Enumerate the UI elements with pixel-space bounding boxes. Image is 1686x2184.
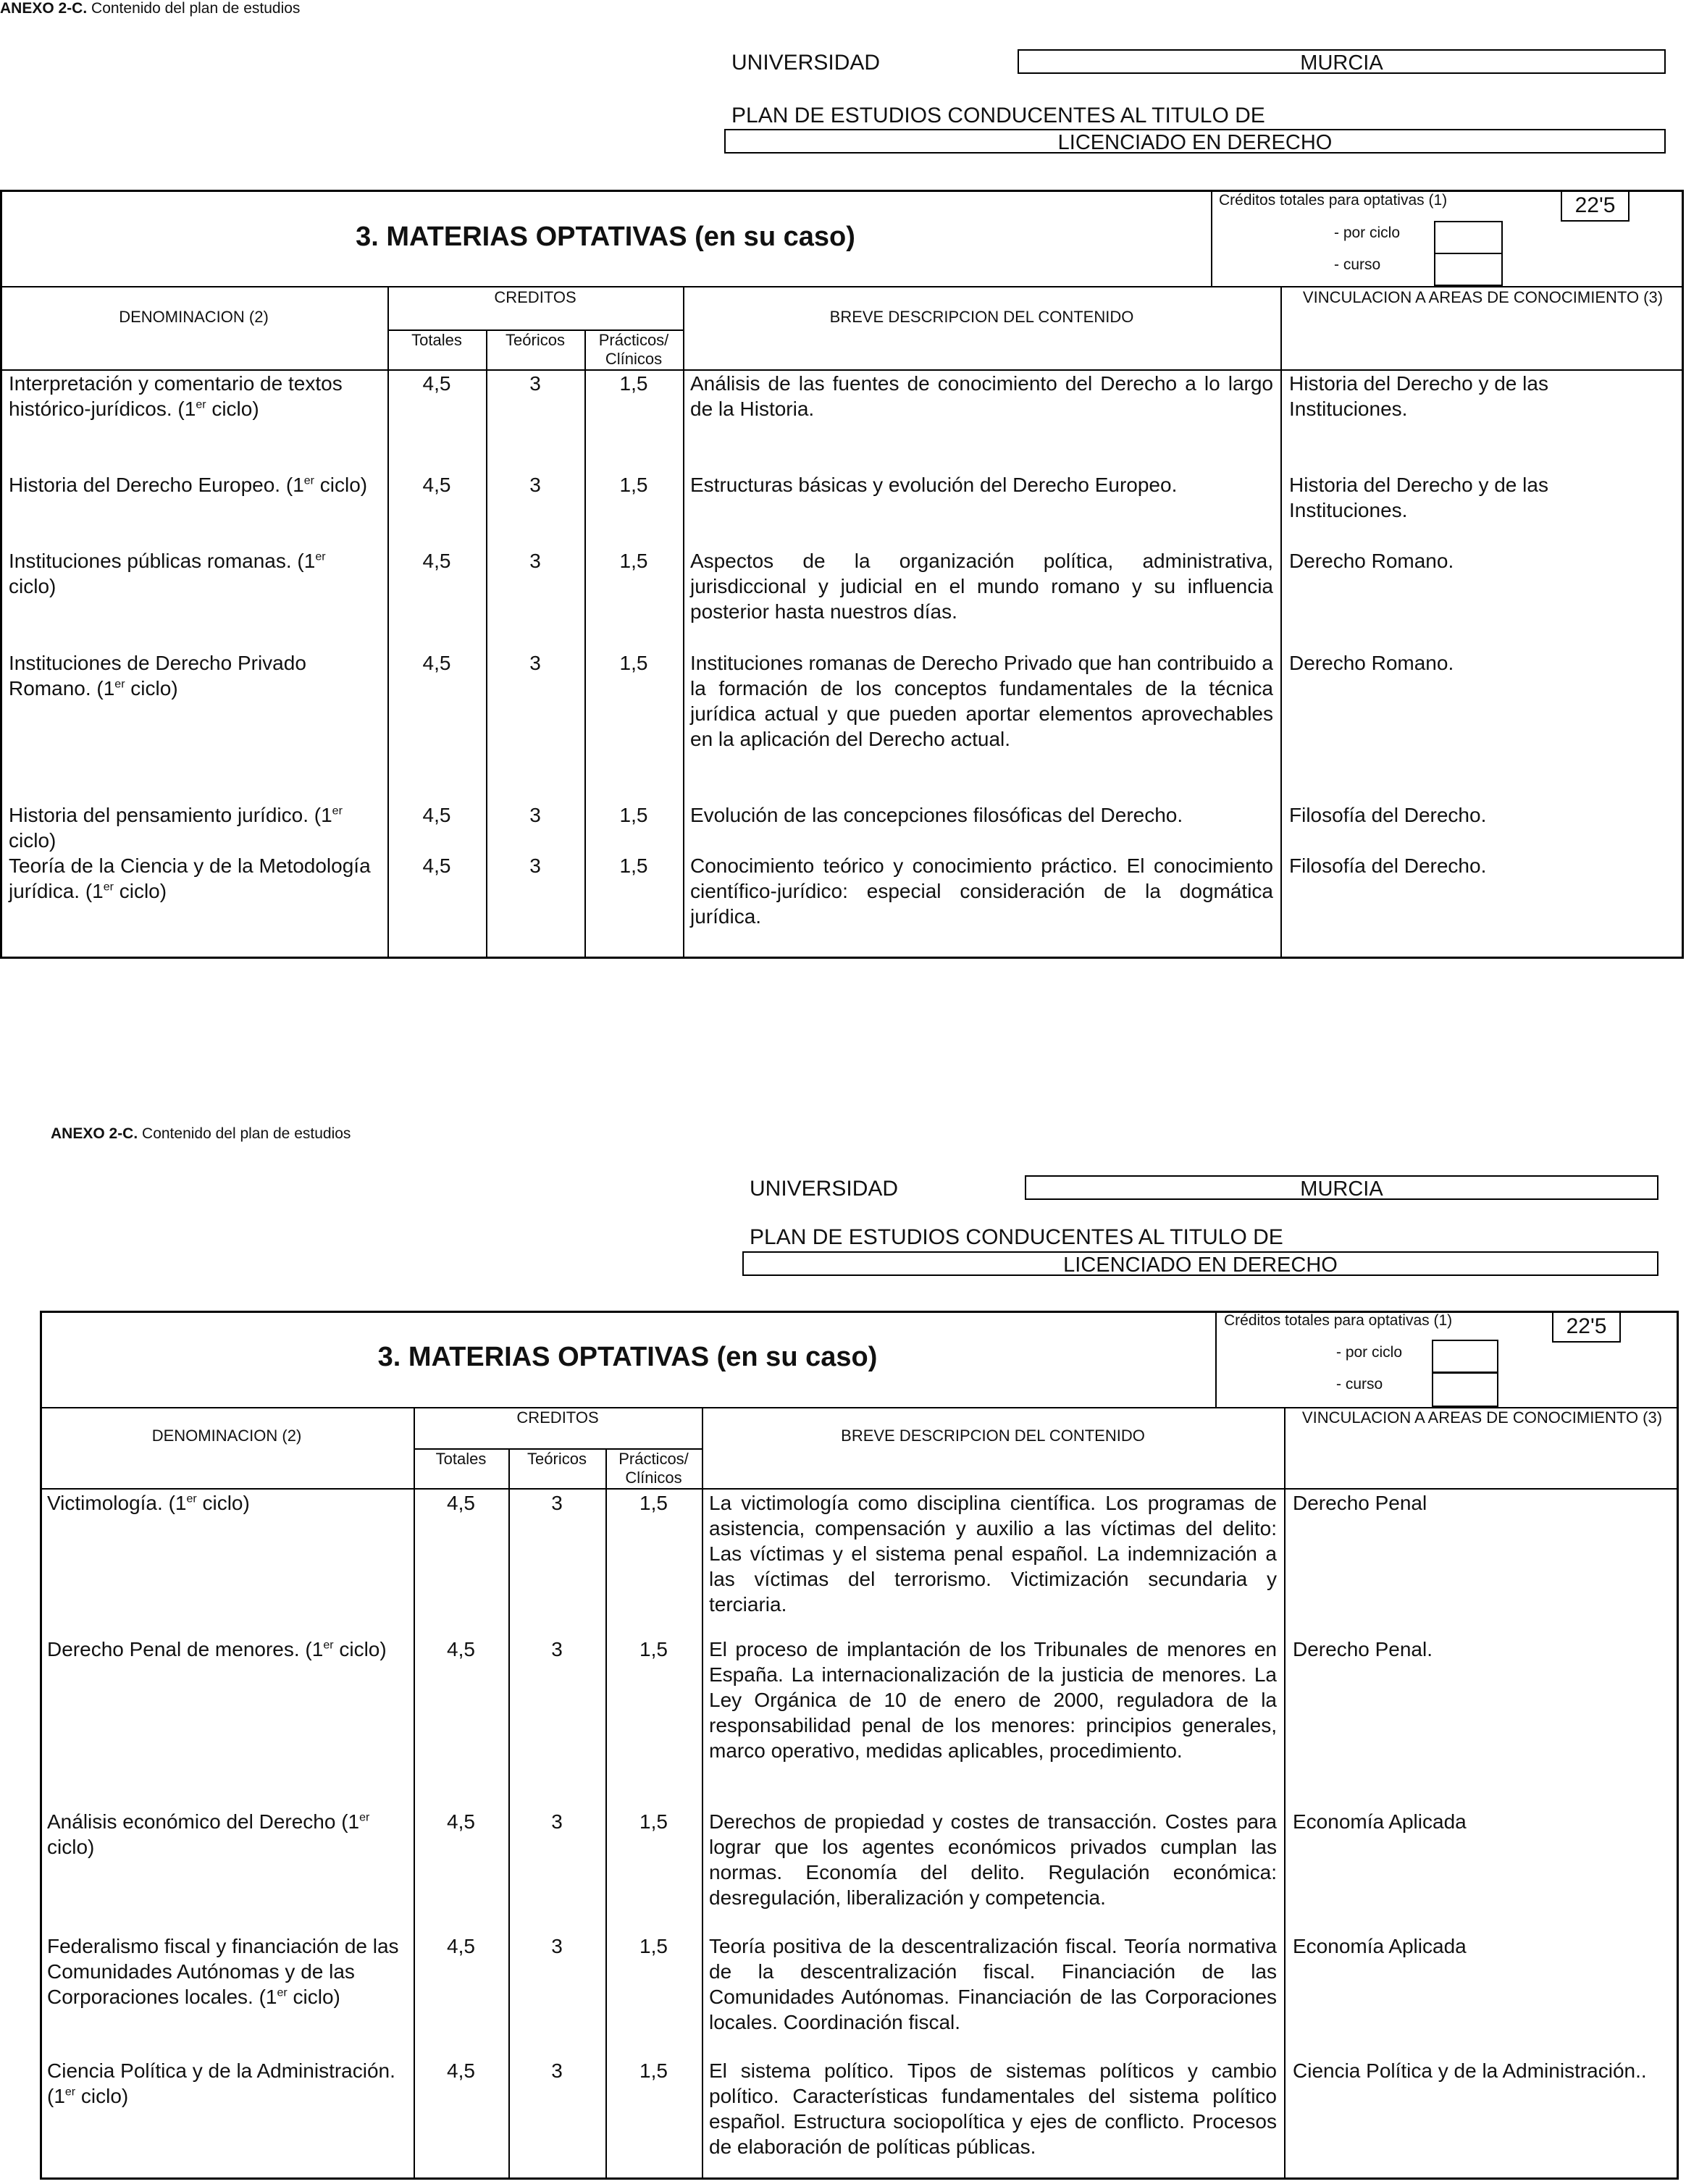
- row-teoricos: 3: [529, 804, 541, 826]
- header-denominacion: DENOMINACION (2): [119, 308, 269, 326]
- rule: [702, 1407, 703, 2180]
- rule: [40, 1488, 1679, 1490]
- row-practicos: 1,5: [619, 804, 648, 826]
- row-totales: 4,5: [422, 854, 451, 877]
- annex-heading: ANEXO 2-C. Contenido del plan de estudios: [51, 1125, 351, 1142]
- row-descripcion: El sistema político. Tipos de sistemas políticos y cambio político. Características fundamentales del sistema político español. Estructura sociopolítica y ejes de conflicto. Procesos de elaboración de políticas públicas.: [709, 2059, 1277, 2158]
- header-descripcion: BREVE DESCRIPCION DEL CONTENIDO: [841, 1427, 1145, 1445]
- row-teoricos: 3: [551, 1935, 563, 1957]
- plan-value: LICENCIADO EN DERECHO: [742, 1251, 1658, 1276]
- row-area: Historia del Derecho y de las Instituciones.: [1289, 372, 1548, 420]
- row-totales: 4,5: [447, 1492, 475, 1514]
- row-totales: 4,5: [422, 474, 451, 496]
- row-area: Filosofía del Derecho.: [1289, 854, 1487, 877]
- header-teoricos: Teóricos: [527, 1450, 587, 1468]
- curso-box: [1432, 1372, 1498, 1407]
- por-ciclo-label: - por ciclo: [1334, 224, 1401, 241]
- curso-box: [1434, 253, 1503, 286]
- plan-label: PLAN DE ESTUDIOS CONDUCENTES AL TITULO DE: [750, 1225, 1283, 1249]
- por-ciclo-box: [1434, 221, 1503, 254]
- header-creditos: CREDITOS: [494, 288, 576, 306]
- header-teoricos: Teóricos: [506, 331, 565, 349]
- row-totales: 4,5: [447, 2059, 475, 2082]
- creditos-totales-value: 22'5: [1561, 190, 1630, 222]
- por-ciclo-box: [1432, 1340, 1498, 1373]
- row-teoricos: 3: [551, 1638, 563, 1660]
- plan-value: LICENCIADO EN DERECHO: [724, 129, 1666, 154]
- row-descripcion: Aspectos de la organización política, administrativa, jurisdiccional y judicial en el mundo romano y su influencia posterior hasta nuestros días.: [690, 550, 1273, 623]
- header-totales: Totales: [411, 331, 462, 349]
- header-totales: Totales: [435, 1450, 487, 1468]
- row-descripcion: Conocimiento teórico y conocimiento práctico. El conocimiento científico-jurídico: especial consideración de la dogmática jurídica.: [690, 854, 1273, 928]
- row-area: Derecho Penal.: [1293, 1638, 1433, 1660]
- row-denominacion: Instituciones públicas romanas. (1er ciclo): [9, 550, 326, 597]
- row-descripcion: Teoría positiva de la descentralización fiscal. Teoría normativa de la descentralización fiscal. Financiación de las Comunidades Autónomas. Financiación de las Corporaciones locales. Coordinación fiscal.: [709, 1935, 1277, 2033]
- row-teoricos: 3: [551, 2059, 563, 2082]
- row-denominacion: Historia del Derecho Europeo. (1er ciclo): [9, 474, 368, 496]
- annex-heading: ANEXO 2-C. Contenido del plan de estudios: [0, 0, 301, 17]
- row-practicos: 1,5: [619, 854, 648, 877]
- row-denominacion: Instituciones de Derecho Privado Romano. (1er ciclo): [9, 652, 306, 700]
- row-teoricos: 3: [551, 1492, 563, 1514]
- rule: [1284, 1407, 1286, 2180]
- row-descripcion: Instituciones romanas de Derecho Privado que han contribuido a la formación de los conceptos fundamentales de la técnica jurídica actual y que pueden aportar elementos aprovechables en la aplicación del Derecho actual.: [690, 652, 1273, 750]
- row-practicos: 1,5: [619, 550, 648, 572]
- row-practicos: 1,5: [639, 1638, 668, 1660]
- rule: [683, 286, 684, 959]
- row-practicos: 1,5: [639, 1492, 668, 1514]
- header-practicos: Prácticos/ Clínicos: [618, 1450, 689, 1487]
- header-denominacion: DENOMINACION (2): [151, 1427, 302, 1445]
- row-teoricos: 3: [529, 652, 541, 674]
- row-practicos: 1,5: [639, 1935, 668, 1957]
- section-title: 3. MATERIAS OPTATIVAS (en su caso): [377, 1342, 878, 1372]
- header-vinculacion: VINCULACION A AREAS DE CONOCIMIENTO (3): [1302, 288, 1664, 306]
- row-denominacion: Interpretación y comentario de textos histórico-jurídicos. (1er ciclo): [9, 372, 343, 420]
- row-totales: 4,5: [447, 1935, 475, 1957]
- row-area: Ciencia Política y de la Administración..: [1293, 2059, 1647, 2082]
- universidad-value: MURCIA: [1025, 1175, 1658, 1200]
- row-teoricos: 3: [529, 372, 541, 395]
- header-practicos: Prácticos/ Clínicos: [598, 331, 669, 368]
- rule: [1211, 190, 1212, 286]
- row-area: Derecho Penal: [1293, 1492, 1427, 1514]
- row-totales: 4,5: [447, 1810, 475, 1833]
- row-practicos: 1,5: [619, 474, 648, 496]
- plan-label: PLAN DE ESTUDIOS CONDUCENTES AL TITULO DE: [731, 104, 1265, 127]
- curso-label: - curso: [1336, 1376, 1383, 1393]
- row-practicos: 1,5: [639, 1810, 668, 1833]
- row-descripcion: Evolución de las concepciones filosóficas del Derecho.: [690, 804, 1183, 826]
- section-title: 3. MATERIAS OPTATIVAS (en su caso): [356, 222, 855, 252]
- row-practicos: 1,5: [619, 652, 648, 674]
- row-totales: 4,5: [447, 1638, 475, 1660]
- row-totales: 4,5: [422, 550, 451, 572]
- row-descripcion: Derechos de propiedad y costes de transacción. Costes para lograr que los agentes económicos privados cumplan las normas. Economía del delito. Regulación económica: desregulación, liberalización y competencia.: [709, 1810, 1277, 1909]
- row-totales: 4,5: [422, 804, 451, 826]
- header-descripcion: BREVE DESCRIPCION DEL CONTENIDO: [829, 308, 1134, 326]
- row-denominacion: Teoría de la Ciencia y de la Metodología jurídica. (1er ciclo): [9, 854, 371, 902]
- header-creditos: CREDITOS: [516, 1408, 599, 1427]
- row-descripcion: Análisis de las fuentes de conocimiento del Derecho a lo largo de la Historia.: [690, 372, 1273, 420]
- header-vinculacion: VINCULACION A AREAS DE CONOCIMIENTO (3): [1301, 1408, 1663, 1427]
- row-practicos: 1,5: [639, 2059, 668, 2082]
- row-area: Economía Aplicada: [1293, 1935, 1467, 1957]
- rule: [1215, 1311, 1217, 1407]
- row-practicos: 1,5: [619, 372, 648, 395]
- row-teoricos: 3: [551, 1810, 563, 1833]
- rule: [0, 286, 1684, 287]
- curso-label: - curso: [1334, 256, 1381, 273]
- creditos-totales-value: 22'5: [1552, 1311, 1621, 1343]
- row-descripcion: Estructuras básicas y evolución del Derecho Europeo.: [690, 474, 1178, 496]
- row-area: Historia del Derecho y de las Instituciones.: [1289, 474, 1548, 521]
- row-totales: 4,5: [422, 652, 451, 674]
- row-descripcion: La victimología como disciplina científica. Los programas de asistencia, compensación y auxilio a las víctimas del delito: Las víctimas y el sistema penal español. La indemnización a las víctimas del terrorismo. Victimización secundaria y terciaria.: [709, 1492, 1277, 1616]
- universidad-value: MURCIA: [1018, 49, 1666, 74]
- row-area: Economía Aplicada: [1293, 1810, 1467, 1833]
- row-descripcion: El proceso de implantación de los Tribunales de menores en España. La internacionalización de la justicia de menores. La Ley Orgánica de 10 de enero de 2000, reguladora de la responsabilidad penal de los menores: principios generales, marco operativo, medidas aplicables, procedimiento.: [709, 1638, 1277, 1762]
- row-denominacion: Derecho Penal de menores. (1er ciclo): [47, 1638, 387, 1660]
- rule: [1280, 286, 1282, 959]
- row-denominacion: Federalismo fiscal y financiación de las Comunidades Autónomas y de las Corporaciones locales. (1er ciclo): [47, 1935, 399, 2008]
- row-denominacion: Ciencia Política y de la Administración. (1er ciclo): [47, 2059, 395, 2107]
- universidad-label: UNIVERSIDAD: [750, 1177, 899, 1201]
- row-totales: 4,5: [422, 372, 451, 395]
- row-denominacion: Historia del pensamiento jurídico. (1er ciclo): [9, 804, 343, 852]
- row-area: Filosofía del Derecho.: [1289, 804, 1487, 826]
- row-area: Derecho Romano.: [1289, 550, 1454, 572]
- row-area: Derecho Romano.: [1289, 652, 1454, 674]
- creditos-totales-label: Créditos totales para optativas (1): [1219, 192, 1448, 209]
- row-teoricos: 3: [529, 854, 541, 877]
- sheet-2: [0, 1122, 1686, 2184]
- row-denominacion: Análisis económico del Derecho (1er ciclo): [47, 1810, 370, 1858]
- sheet-1: [0, 0, 1686, 1014]
- por-ciclo-label: - por ciclo: [1336, 1344, 1403, 1361]
- row-denominacion: Victimología. (1er ciclo): [47, 1492, 250, 1514]
- universidad-label: UNIVERSIDAD: [731, 51, 881, 75]
- row-teoricos: 3: [529, 550, 541, 572]
- row-teoricos: 3: [529, 474, 541, 496]
- creditos-totales-label: Créditos totales para optativas (1): [1224, 1312, 1453, 1329]
